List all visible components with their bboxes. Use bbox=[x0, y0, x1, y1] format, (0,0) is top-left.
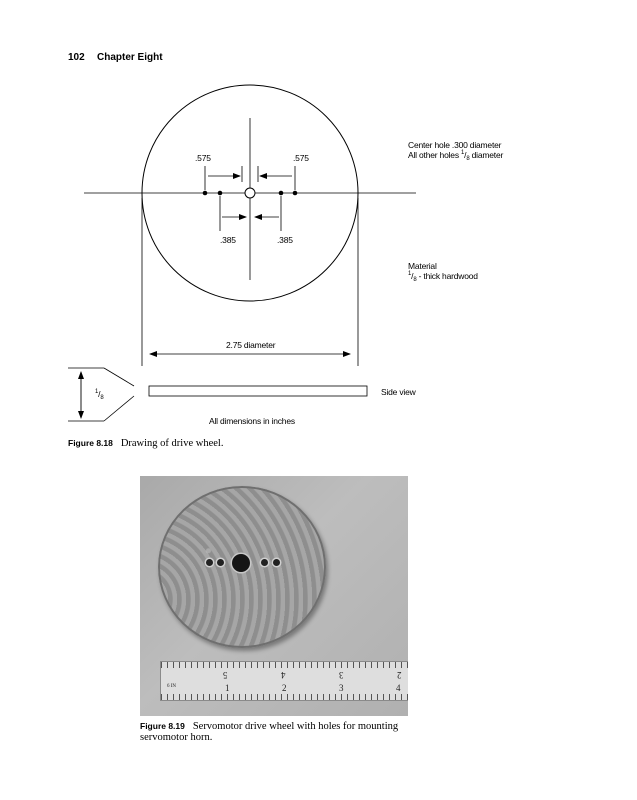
side-view-bar bbox=[149, 386, 367, 396]
ruler-bottom-number: 3 bbox=[339, 683, 344, 693]
hole bbox=[218, 191, 223, 196]
hole bbox=[203, 191, 208, 196]
photo-hole bbox=[206, 559, 213, 566]
dim-575-right: .575 bbox=[293, 153, 309, 163]
drive-wheel-photo bbox=[140, 476, 408, 716]
center-hole-note: Center hole .300 diameter bbox=[408, 140, 502, 150]
figure-text: Servomotor drive wheel with holes for mounting bbox=[192, 721, 399, 732]
ruler-bottom-number: 4 bbox=[396, 683, 401, 693]
photo-hole bbox=[273, 559, 280, 566]
hole bbox=[293, 191, 298, 196]
hole bbox=[279, 191, 284, 196]
figure-label: Figure 8.19 bbox=[140, 721, 185, 731]
material-spec: $^1/_8$ - thick hardwood bbox=[408, 271, 478, 283]
photo-hole bbox=[261, 559, 268, 566]
photo-hole bbox=[217, 559, 224, 566]
center-hole bbox=[245, 188, 255, 198]
figure-8-19-caption bbox=[140, 721, 430, 743]
ruler-top-number: 5 bbox=[223, 670, 228, 680]
thickness-label: $^1/_8$ bbox=[95, 389, 104, 401]
figure-8-18-caption bbox=[68, 438, 223, 449]
ruler-small-label: 6 IN bbox=[167, 684, 177, 689]
figure-text: Drawing of drive wheel. bbox=[120, 438, 224, 449]
ruler-bottom-number: 1 bbox=[225, 683, 230, 693]
ruler bbox=[160, 661, 408, 701]
figure-label: Figure 8.18 bbox=[68, 438, 113, 448]
dim-385-left: .385 bbox=[220, 235, 236, 245]
ruler-top-number: 3 bbox=[339, 670, 344, 680]
other-holes-note: All other holes $^1/_8$ diameter bbox=[408, 150, 504, 162]
ruler-top-number: 4 bbox=[281, 670, 286, 680]
page-number: 102 bbox=[68, 52, 85, 63]
diameter-label: 2.75 diameter bbox=[226, 340, 276, 350]
dim-575-left: .575 bbox=[195, 153, 211, 163]
ruler-bottom-number: 2 bbox=[282, 683, 287, 693]
side-view-label: Side view bbox=[381, 387, 416, 397]
photo-center-hole bbox=[232, 554, 250, 572]
chapter-title: Chapter Eight bbox=[97, 52, 163, 63]
material-label: Material bbox=[408, 261, 437, 271]
dim-385-right: .385 bbox=[277, 235, 293, 245]
ruler-top-number: 2 bbox=[397, 670, 402, 680]
figure-text: servomotor horn. bbox=[140, 732, 213, 743]
units-note: All dimensions in inches bbox=[209, 416, 295, 426]
